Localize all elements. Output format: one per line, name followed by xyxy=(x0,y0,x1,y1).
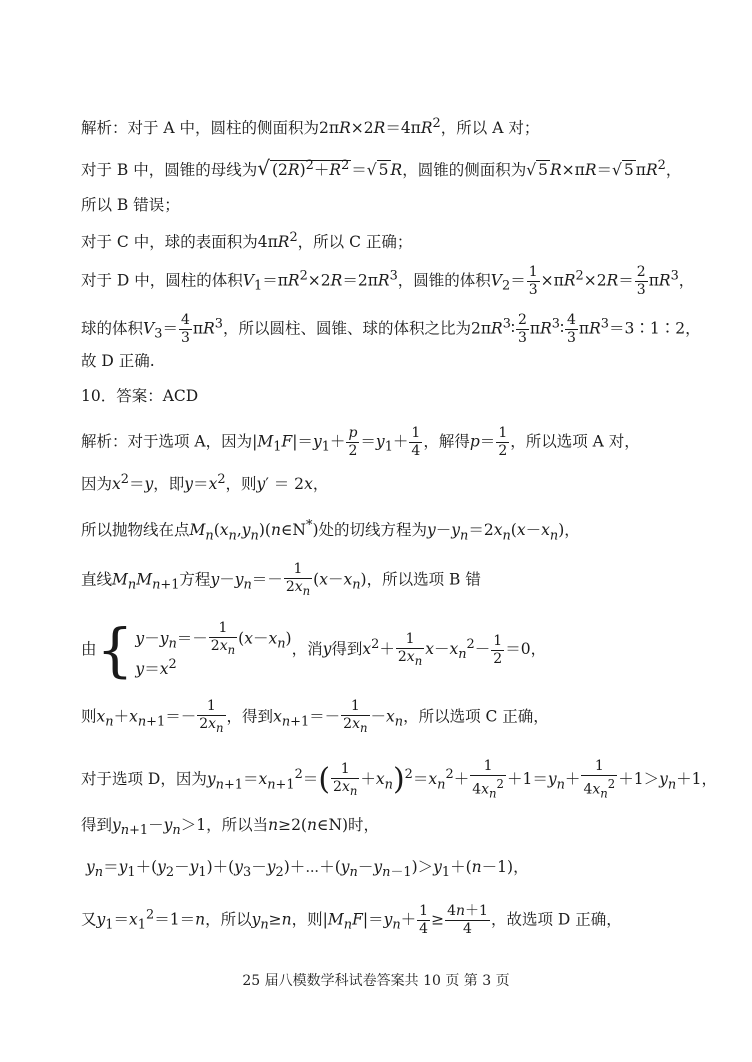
text-line-17: $y_n=y_1+(y_2-y_1)+(y_3-y_2)+\cdots+(y_n-y_{n-1})>y_1+(n-1)$， xyxy=(86,858,529,881)
text-line-8: 10．答案：ACD xyxy=(81,387,199,405)
page-footer: 25 届八模数学科试卷答案共 10 页 第 3 页 xyxy=(242,973,510,989)
text-line-2: 对于 B 中，圆锥的母线为√ $(2R)^2+R^2$ ＝√ 5 R，圆锥的侧面积为√ 5 R×πR＝√ 5 $\pi R^2$， xyxy=(81,156,682,181)
text-line-5: 对于 D 中，圆柱的体积$V_1=\pi R^2\times 2R=2\pi R^3$，圆锥的体积$V_2=$ $\frac{1}{3}$ $\times\pi R^2\times 2R=$ $\frac{2}{3}$ $\pi R^3$， xyxy=(81,264,695,298)
text-line-6: 球的体积$V_3=$ $\frac{4}{3}$ $\pi R^3$，所以圆柱、圆锥、球的体积之比为$2\pi R^3∶$ $\frac{2}{3}$ $\pi R^3∶$ $\frac{4}{3}$ $\pi R^3=3∶1∶2$， xyxy=(81,312,701,346)
text-line-1: 解析：对于 A 中，圆柱的侧面积为$2\pi R\times 2R=4\pi R^2$，所以 A 对； xyxy=(81,116,540,138)
text-line-16: 得到$y_{n+1}-y_n>1$，所以当n≥2(n∈N)时， xyxy=(81,816,380,839)
text-line-7: 故 D 正确. xyxy=(81,352,155,370)
text-line-14: 则$x_n+x_{n+1}=-$ $\frac{1}{2x_n}$ ，得到$x_{n+1}=-$ $\frac{1}{2x_n}$ $-x_n$，所以选项 C 正确， xyxy=(81,698,549,735)
text-line-15: 对于选项 D，因为$y_{n+1}=x_{n+1}^2=$( $\frac{1}{2x_n}$ $+x_n)^2=x_n^2+$ $\frac{1}{4x_n^2}$ $+1=y_n+$ $\frac{1}{4x_n^2}$ $+1>y_n+1$， xyxy=(81,758,718,801)
text-line-12: 直线$M_nM_{n+1}$方程$y-y_n=-$ $\frac{1}{2x_n}$ $(x-x_n)$，所以选项 B 错 xyxy=(81,561,481,598)
text-line-10: 因为$x^2=y$，即$y=x^2$，则y′ ＝ 2x， xyxy=(81,472,329,494)
text-line-13: 由{ $y-y_n=-$ $\frac{1}{2x_n}$ $(x-x_n)$ $y=x^2$ ，消y得到$x^2+$ $\frac{1}{2x_n}$ $x-x_n^2-$ $\frac{1}{2}$ ＝0， xyxy=(81,616,547,684)
text-line-4: 对于 C 中，球的表面积为$4\pi R^2$，所以 C 正确； xyxy=(81,230,413,252)
text-line-18: 又$y_1=x_1^2=1=n$，所以$y_n\ge n$，则$|M_nF|=y_n+$ $\frac{1}{4}$ ≥ $\frac{4n+1}{4}$ ，故选项 D 正确， xyxy=(81,903,622,937)
text-line-9: 解析：对于选项 A，因为$|M_1F|=y_1+$ $\frac{p}{2}$ $=y_1+$ $\frac{1}{4}$ ，解得p＝ $\frac{1}{2}$ ，所以选项 A 对， xyxy=(81,425,640,459)
text-line-3: 所以 B 错误； xyxy=(81,196,180,214)
text-line-11: 所以抛物线在点$M_n(x_n,y_n)(n\in N^*)$处的切线方程为$y-y_n=2x_n(x-x_n)$， xyxy=(81,518,580,544)
